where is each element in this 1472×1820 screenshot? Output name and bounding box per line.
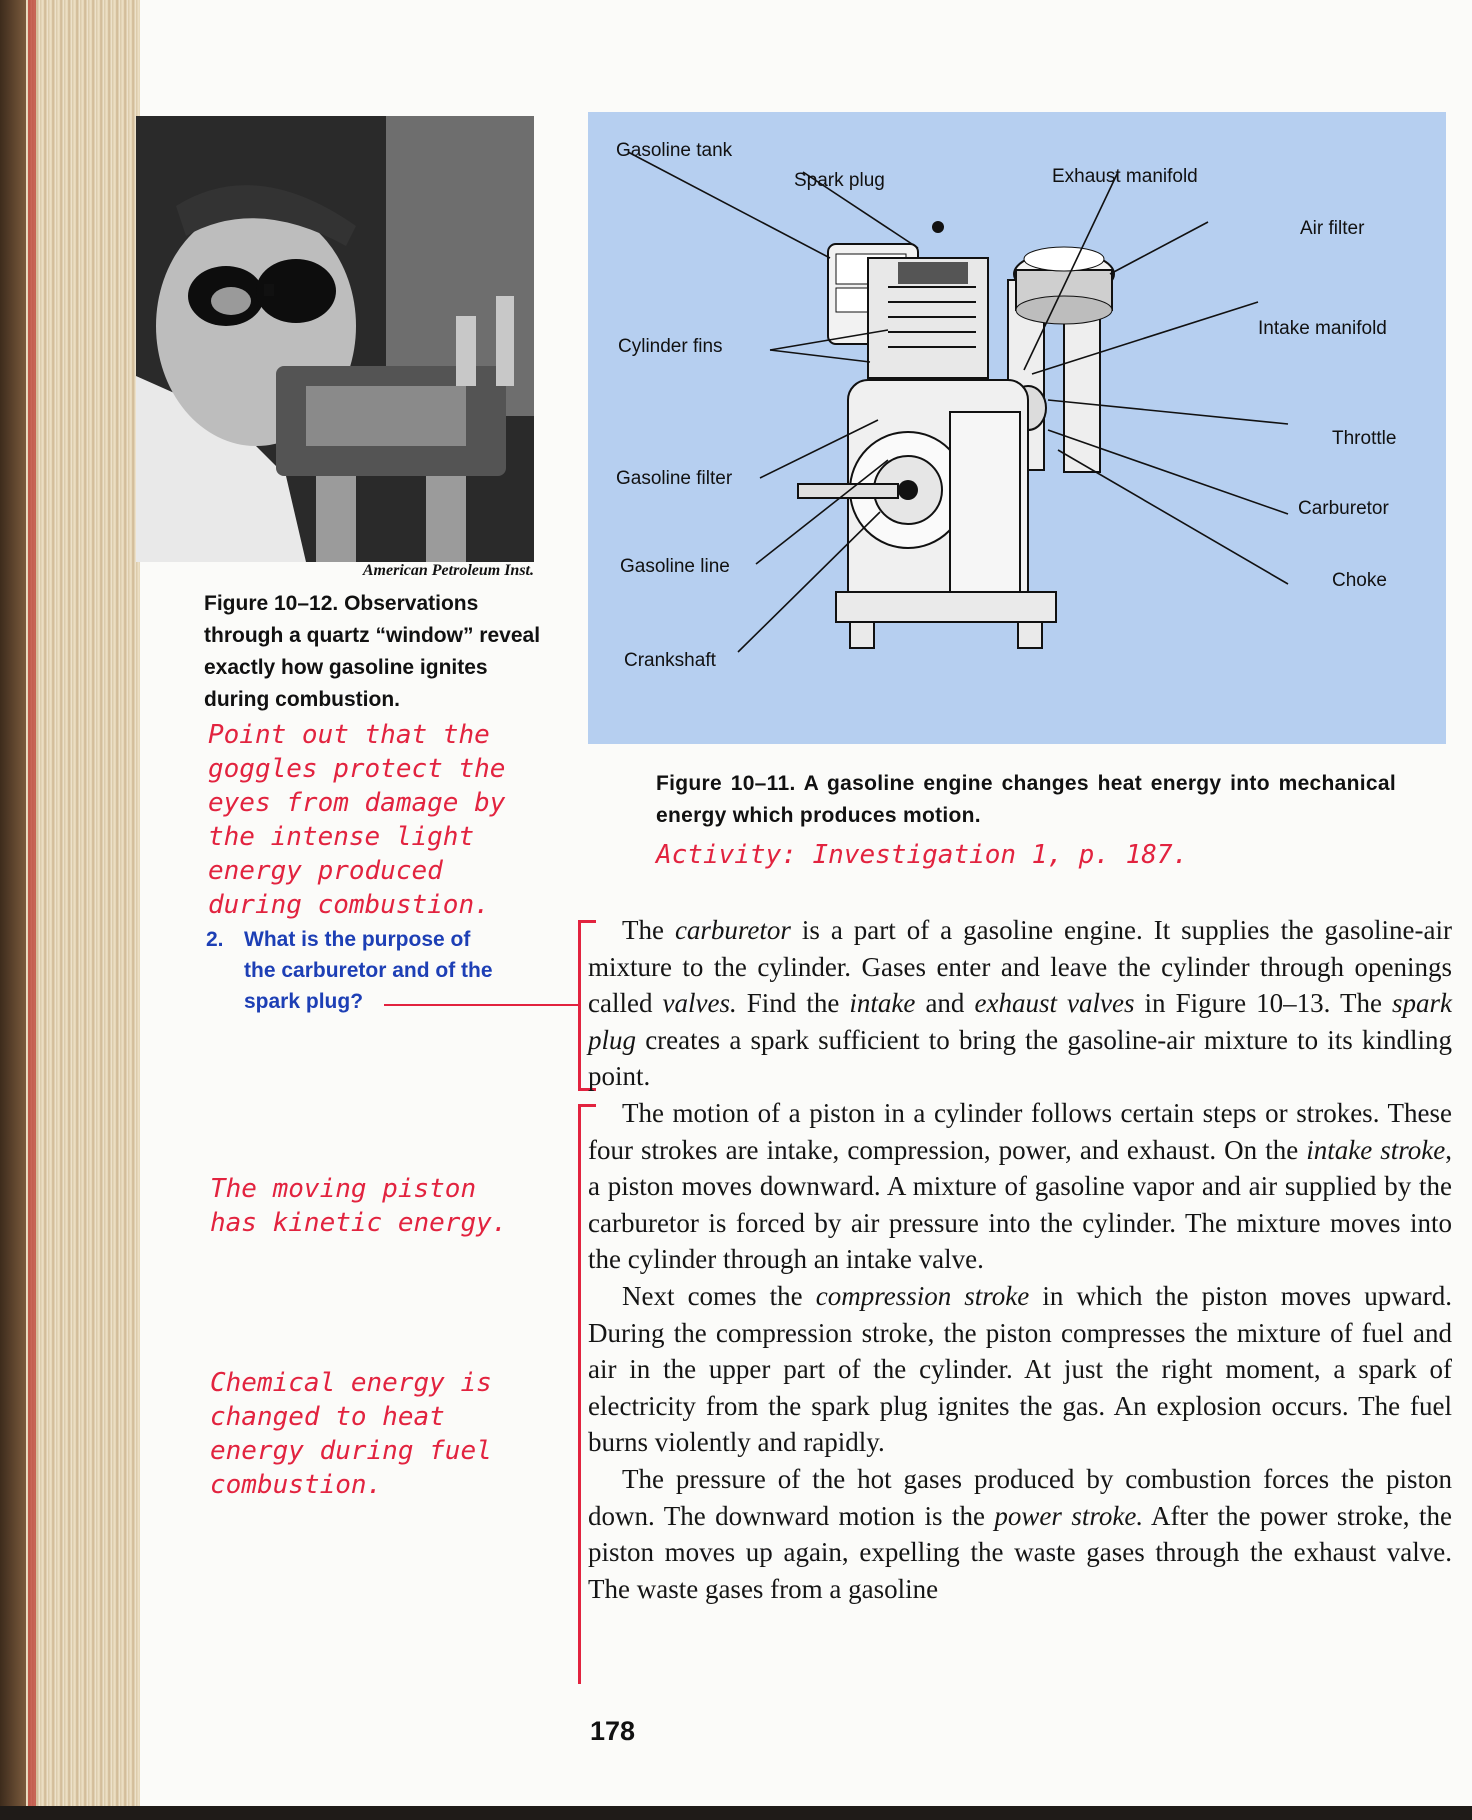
photo-credit: American Petroleum Inst.: [362, 562, 534, 579]
label-gasoline-tank: Gasoline tank: [616, 140, 733, 161]
goggles-note: Point out that the goggles protect the eyes from damage by the intense light energy produced during combustion.: [208, 720, 506, 920]
margin-bracket-2: [578, 1104, 581, 1684]
label-crankshaft: Crankshaft: [624, 650, 716, 671]
book-edge-mark: [28, 0, 36, 1820]
photo-caption: Figure 10–12. Observations through a quartz “window” reveal exactly how gasoline ignites during combustion.: [204, 592, 541, 711]
book-bottom-edge: [0, 1806, 1472, 1820]
question-connector-line: [384, 1004, 580, 1006]
label-intake-manifold: Intake manifold: [1258, 318, 1387, 339]
piston-note: The moving piston has kinetic energy.: [210, 1174, 508, 1238]
body-text: [588, 912, 1452, 1607]
engine-illustration: [588, 112, 1446, 744]
activity-note: Activity: Investigation 1, p. 187.: [656, 840, 1189, 870]
gasoline-engine-diagram: [588, 112, 1446, 744]
label-gasoline-line: Gasoline line: [620, 556, 730, 577]
label-exhaust-manifold: Exhaust manifold: [1052, 166, 1198, 187]
margin-bracket-1: [578, 920, 581, 1090]
page-number: 178: [590, 1716, 636, 1746]
chemical-energy-note: Chemical energy is changed to heat energy during fuel combustion.: [210, 1368, 492, 1500]
label-throttle: Throttle: [1332, 428, 1397, 449]
figure-caption: Figure 10–11. A gasoline engine changes heat energy into mechanical energy which produces motion.: [656, 772, 1396, 827]
question-line-1: What is the purpose of: [244, 928, 471, 951]
photo-illustration: [136, 116, 534, 562]
label-gasoline-filter: Gasoline filter: [616, 468, 733, 489]
label-cylinder-fins: Cylinder fins: [618, 336, 723, 357]
label-carburetor: Carburetor: [1298, 498, 1389, 519]
paragraph-intake-stroke: The motion of a piston in a cylinder follows certain steps or strokes. These four strokes are intake, compression, power, and exhaust. On the intake stroke, a piston moves downward. A mixture of gasoline vapor and air supplied by the carburetor is forced by air pressure into the cylinder. The mixture moves into the cylinder through an intake valve.: [588, 1097, 1453, 1275]
paragraph-power-stroke: The pressure of the hot gases produced by combustion forces the piston down. The downward motion is the power stroke. After the power stroke, the piston moves up again, expelling the waste gases through the exhaust valve. The waste gases from a gasoline: [588, 1463, 1452, 1604]
paragraph-compression-stroke: Next comes the compression stroke in which the piston moves upward. During the compression stroke, the piston compresses the mixture of fuel and air in the upper part of the cylinder. At just the right moment, a spark of electricity from the spark plug ignites the gas. An explosion occurs. The fuel burns violently and rapidly.: [588, 1280, 1452, 1458]
combustion-observation-photo: [136, 116, 534, 562]
label-choke: Choke: [1332, 570, 1387, 591]
paragraph-carburetor: The carburetor is a part of a gasoline engine. It supplies the gasoline-air mixture to the cylinder. Gases enter and leave the cylinder through openings called valves. Find the intake and exhaust valves in Figure 10–13. The spark plug creates a spark sufficient to bring the gasoline-air mixture to its kindling point.: [588, 915, 1452, 1092]
question-line-2: the carburetor and of the: [244, 959, 493, 982]
label-spark-plug: Spark plug: [794, 170, 885, 191]
label-air-filter: Air filter: [1300, 218, 1365, 239]
book-spine-shadow: [0, 0, 26, 1820]
question-number: 2.: [206, 928, 224, 951]
question-line-3: spark plug?: [244, 990, 364, 1013]
